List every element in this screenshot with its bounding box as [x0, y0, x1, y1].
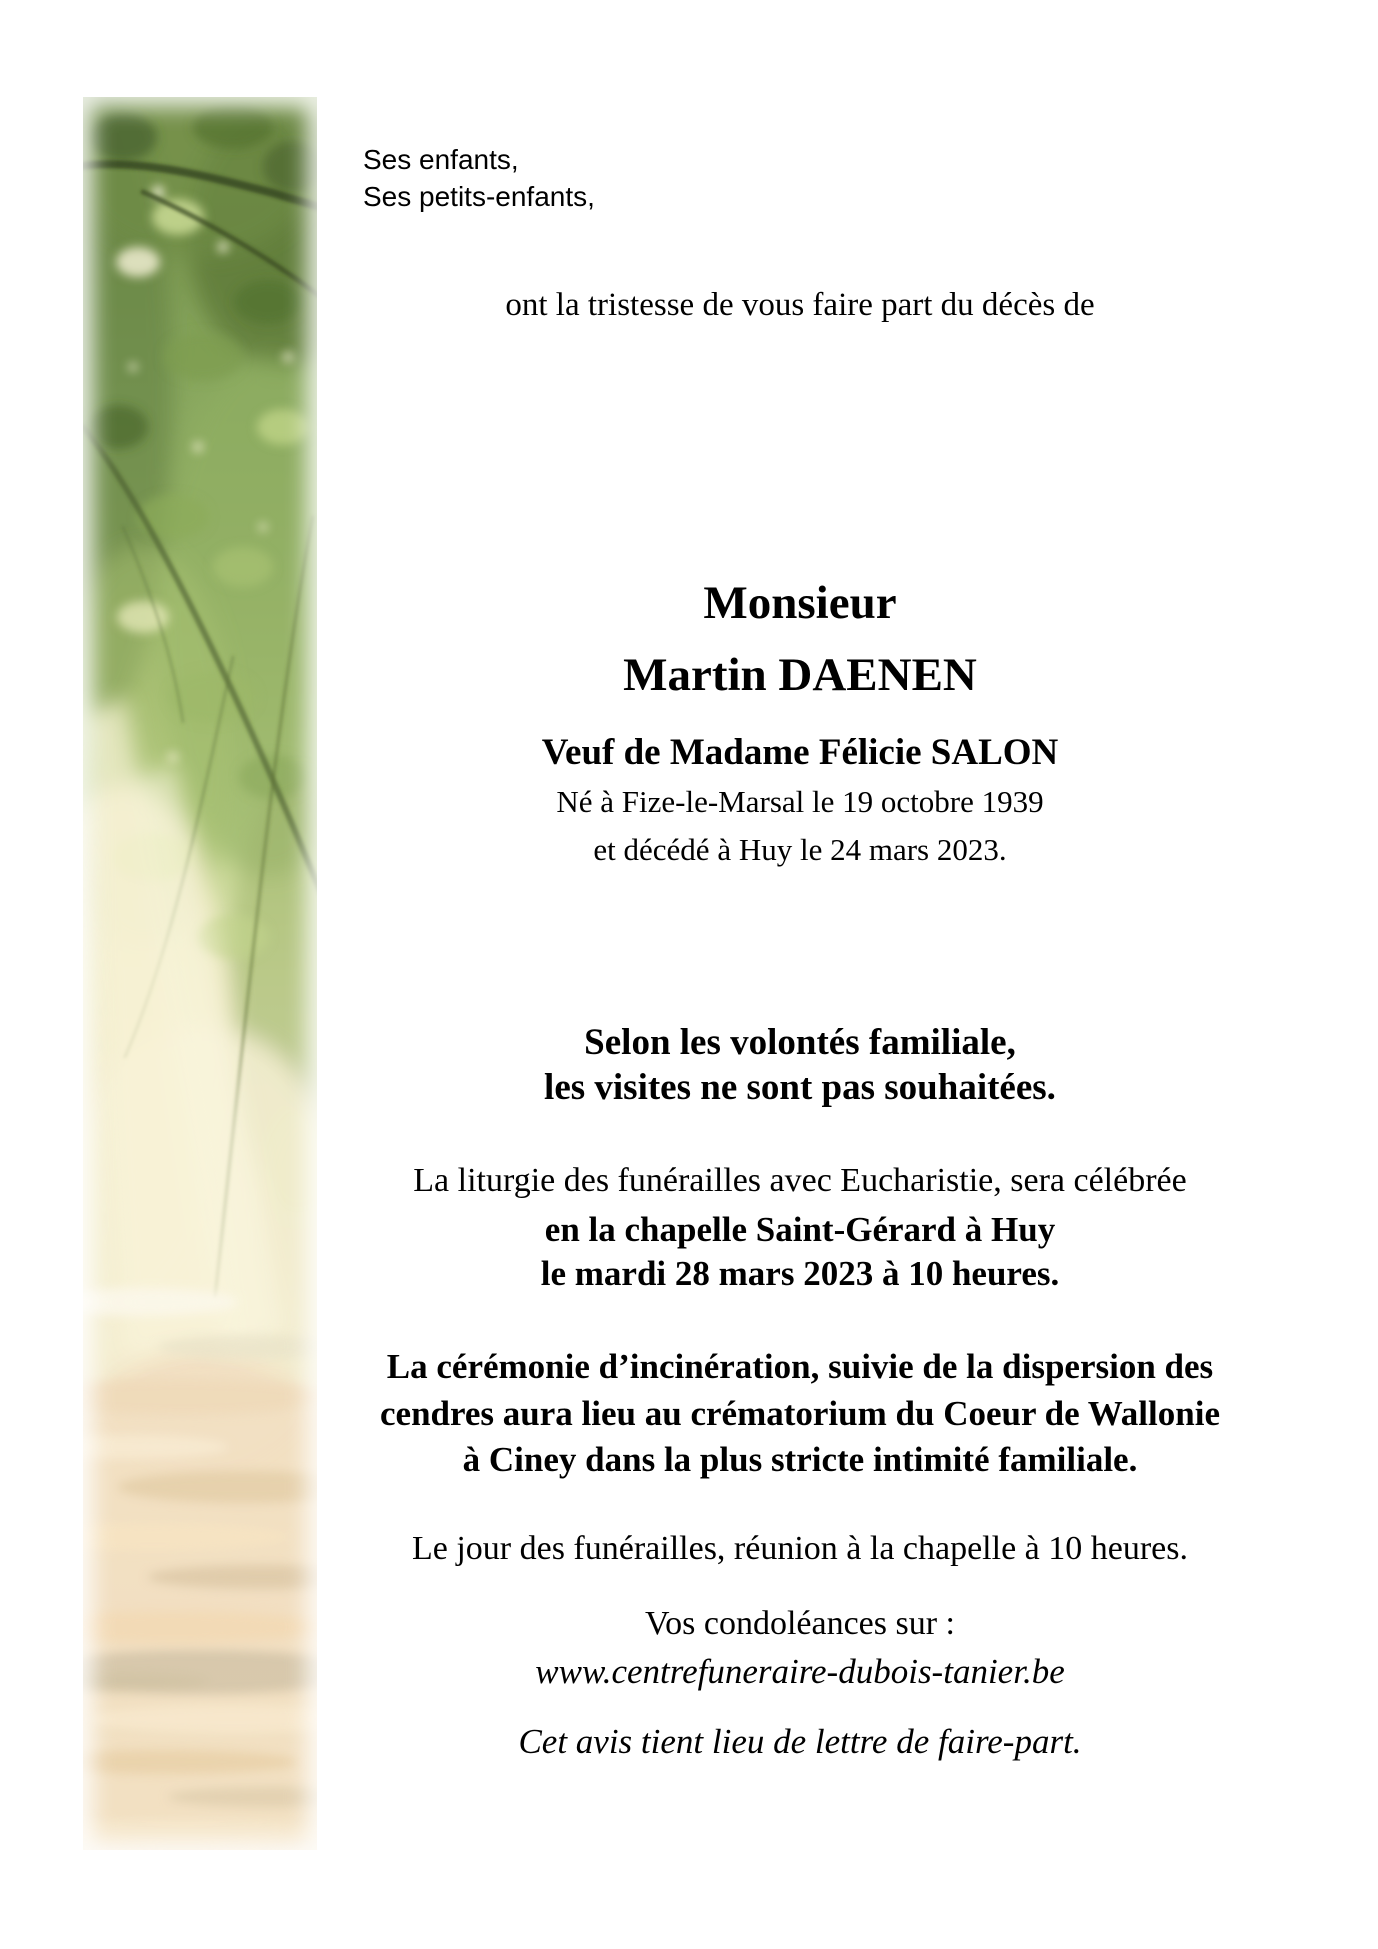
- cremation-line-3: à Ciney dans la plus stricte intimité familiale.: [462, 1440, 1138, 1479]
- liturgy-line-2: en la chapelle Saint-Gérard à Huy: [544, 1210, 1056, 1249]
- cremation-line-2: cendres aura lieu au crématorium du Coeur de Wallonie: [380, 1394, 1220, 1433]
- announcement-line: ont la tristesse de vous faire part du décès de: [505, 287, 1095, 323]
- cremation-line-1: La cérémonie d’incinération, suivie de la dispersion des: [386, 1347, 1214, 1386]
- death-line: et décédé à Huy le 24 mars 2023.: [593, 832, 1007, 867]
- liturgy-line-1: La liturgie des funérailles avec Eucharistie, sera célébrée: [413, 1162, 1187, 1199]
- senders: [363, 141, 595, 215]
- notice-line: Cet avis tient lieu de lettre de faire-part.: [518, 1722, 1082, 1761]
- gathering-line: Le jour des funérailles, réunion à la chapelle à 10 heures.: [411, 1530, 1188, 1567]
- liturgy-line-3: le mardi 28 mars 2023 à 10 heures.: [540, 1254, 1060, 1293]
- condolences-website: www.centrefuneraire-dubois-tanier.be: [535, 1652, 1065, 1691]
- senders-line-2: Ses petits-enfants,: [363, 181, 595, 212]
- widower-line: Veuf de Madame Félicie SALON: [541, 732, 1059, 773]
- deceased-name: Martin DAENEN: [623, 649, 977, 701]
- family-wishes-line-2: les visites ne sont pas souhaitées.: [544, 1067, 1056, 1108]
- senders-line-1: Ses enfants,: [363, 144, 519, 175]
- deceased-title: Monsieur: [703, 577, 897, 629]
- condolences-label: Vos condoléances sur :: [644, 1605, 956, 1642]
- family-wishes-line-1: Selon les volontés familiale,: [584, 1022, 1016, 1063]
- birth-line: Né à Fize-le-Marsal le 19 octobre 1939: [556, 784, 1044, 819]
- forest-path-illustration: [83, 97, 317, 1850]
- forest-path-photo: [83, 97, 317, 1850]
